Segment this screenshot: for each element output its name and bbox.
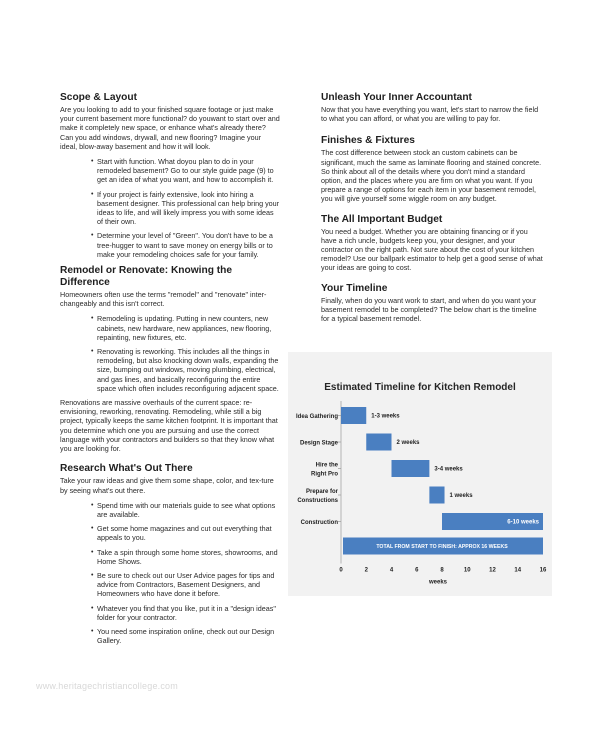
heading-scope-layout: Scope & Layout — [60, 92, 137, 103]
paragraph-finishes: The cost difference between stock an custom cabinets can be significant, much the same as laminate flooring and stained concrete. So think about all of the details where you don't mind a standard option, and the places where you are firm on what you want. If you prepare a range of options for each item in your basement remodel, you will give yourself some wiggle room on any budget. — [321, 148, 542, 204]
right-column — [321, 92, 543, 329]
left-column — [60, 92, 280, 651]
section-accountant — [321, 92, 543, 123]
x-axis-label: weeks — [428, 579, 448, 586]
x-tick-label: 6 — [415, 567, 419, 574]
paragraph-research-intro: Take your raw ideas and give them some shape, color, and tex-ture by seeing what's out there. — [60, 476, 274, 495]
category-label: Design Stage — [299, 440, 338, 447]
category-label: Construction — [300, 520, 338, 526]
section-budget — [321, 214, 543, 273]
paragraph-remodel-intro: Homeowners often use the terms "remodel" and "renovate" inter-changeably and this isn't correct. — [60, 290, 267, 309]
paragraph-timeline: Finally, when do you want work to start, and when do you want your basement remodel to be completed? The below chart is the timeline for a typical basement remodel. — [321, 295, 537, 324]
section-remodel-renovate — [60, 265, 280, 453]
category-label: Hire the Right Pro — [311, 462, 338, 478]
list-item: • Whatever you find that you like, put it in a "design ideas" folder for your contractor. — [96, 604, 280, 622]
x-tick-label: 8 — [440, 567, 444, 574]
x-tick-label: 4 — [389, 567, 394, 574]
x-tick-label: 14 — [514, 567, 522, 574]
list-item: • If your project is fairly extensive, look into hiring a basement designer. This professional can help bring your ideas to life, and will likely impress you with some ideas of their own. — [96, 190, 280, 227]
timeline-chart — [288, 352, 552, 596]
watermark-text: www.heritagechristiancollege.com — [36, 681, 178, 691]
bar-label: 6-10 weeks — [507, 519, 539, 526]
total-label: TOTAL FROM START TO FINISH: APPROX 16 WEEKS — [376, 544, 508, 550]
heading-timeline: Your Timeline — [321, 282, 388, 294]
bar-label: 1-3 weeks — [371, 413, 400, 420]
list-item: • Spend time with our materials guide to see what options are available. — [96, 501, 280, 519]
gantt-bar — [392, 460, 430, 477]
timeline-chart-panel — [288, 352, 552, 596]
bullet-list-scope — [60, 157, 280, 259]
x-tick-label: 0 — [339, 567, 343, 574]
list-item: • Take a spin through some home stores, showrooms, and Home Shows. — [96, 548, 280, 566]
section-finishes — [321, 135, 543, 203]
category-label: Idea Gathering — [295, 414, 338, 420]
x-tick-label: 16 — [539, 567, 547, 574]
paragraph-renovations: Renovations are massive overhauls of the current space: re-envisioning, reworking, renovating. Remodeling, while still a big project, typically keeps the same kitchen footprint. It is important that you determine which one you are pursuing and use the correct language with your contractors and builders so that they know what you are looking for. — [60, 398, 278, 454]
bar-label: 2 weeks — [396, 440, 420, 447]
x-tick-label: 10 — [463, 567, 471, 574]
heading-finishes: Finishes & Fixtures — [321, 135, 415, 147]
list-item: • Renovating is reworking. This includes all the things in remodeling, but also knocking down walls, expanding the size, bumping out windows, moving plumbing, electrical, and gas lines, and basically reconfiguring the entire space which often includes reconfiguring adjacent space. — [96, 347, 280, 393]
list-item: • Start with function. What doyou plan to do in your remodeled basement? Go to our style guide page (9) to get an idea of what you want, and how to accomplish it. — [96, 157, 280, 185]
bar-label: 1 weeks — [449, 493, 473, 500]
list-item: • Be sure to check out our User Advice pages for tips and advice from Contractors, Basement Designers, and Homeowners who have done it before. — [96, 571, 280, 599]
heading-accountant: Unleash Your Inner Accountant — [321, 92, 472, 103]
heading-remodel-renovate: Remodel or Renovate: Knowing the Difference — [60, 265, 233, 289]
gantt-bar — [341, 407, 366, 424]
list-item: • Determine your level of "Green". You don't have to be a tree-hugger to want to save money on energy bills or to make your remodeling choices safe for your family. — [96, 231, 280, 259]
section-scope-layout — [60, 92, 280, 259]
bullet-list-remodel — [60, 314, 280, 393]
list-item: • Get some home magazines and cut out everything that appeals to you. — [96, 524, 280, 542]
category-label: Prepare for Constructions — [297, 489, 338, 504]
paragraph-scope-intro: Are you looking to add to your finished square footage or just make your current basement more functional? do youwant to start over and make it completely new space, or enhance what's already there? Can you add windows, drywall, and new flooring? Imagine your ideal, blow-away basement and how it will look. — [60, 105, 280, 151]
paragraph-accountant: Now that you have everything you want, let's start to narrow the field to what you can afford, or what you are willing to pay for. — [321, 105, 539, 124]
heading-research: Research What's Out There — [60, 463, 193, 475]
section-research — [60, 463, 280, 645]
list-item: • Remodeling is updating. Putting in new counters, new cabinets, new hardware, new appliances, new flooring, repainting, new fixtures, etc. — [96, 314, 280, 342]
list-item: • You need some inspiration online, check out our Design Gallery. — [96, 627, 280, 645]
section-timeline — [321, 283, 543, 324]
bullet-list-research — [60, 501, 280, 646]
x-tick-label: 2 — [364, 567, 368, 574]
gantt-bar — [366, 434, 391, 451]
x-tick-label: 12 — [489, 567, 496, 574]
gantt-bar — [429, 487, 444, 504]
bar-label: 3-4 weeks — [434, 466, 463, 473]
chart-title: Estimated Timeline for Kitchen Remodel — [324, 382, 516, 393]
heading-budget: The All Important Budget — [321, 213, 443, 225]
paragraph-budget: You need a budget. Whether you are obtaining financing or if you have a rich uncle, budgets keep you, your designer, and your contractor on the right path. Not sure about the cost of your kitchen remodel? Use our ballpark estimator to help get a good sense of what your ideas are going to cost. — [321, 226, 543, 273]
